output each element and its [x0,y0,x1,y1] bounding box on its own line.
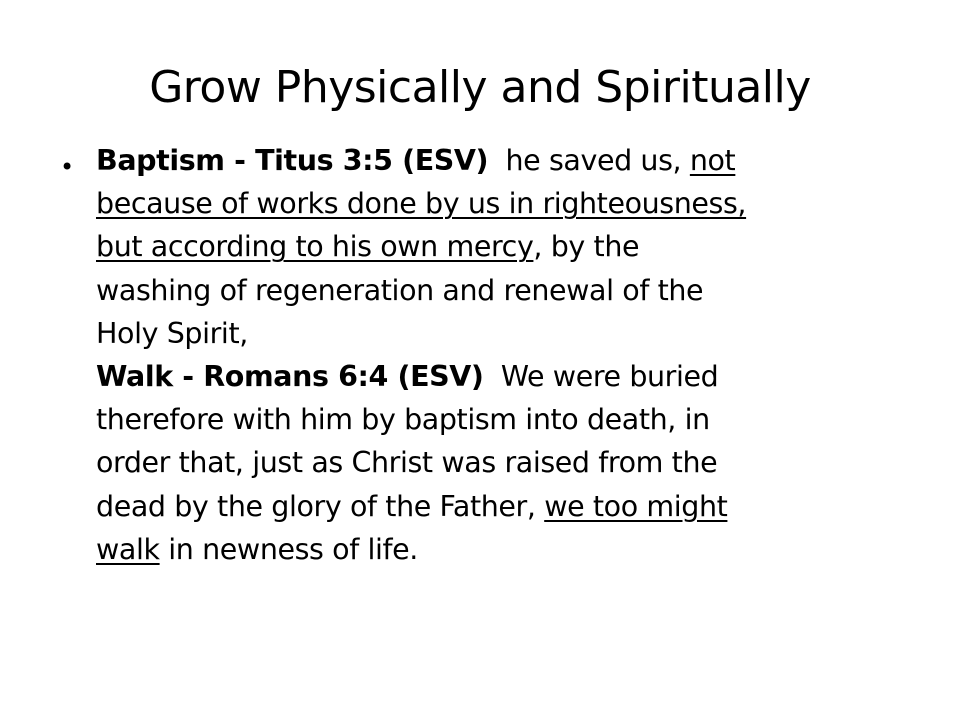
body-text: We were buried [483,360,719,394]
body-text: dead by the glory of the Father, [96,489,545,523]
body-text: he saved us, [488,144,690,177]
bullet-icon: • [60,153,75,181]
slide-title: Grow Physically and Spiritually [149,62,811,113]
body-line [96,269,886,312]
body-text: Holy Spirit, [96,316,248,350]
body-line [96,485,886,528]
body-text: therefore with him by baptism into death, in [96,403,710,437]
body-line [96,355,886,398]
body-line [96,398,886,441]
body-line [96,312,886,355]
scripture-reference: Baptism - Titus 3:5 (ESV) [96,144,489,177]
body-line [96,139,886,182]
scripture-reference: Walk - Romans 6:4 (ESV) [96,360,484,394]
body-line [96,182,886,225]
slide-body [96,139,886,571]
underlined-phrase: we too might [544,489,728,523]
body-text: , by the [533,230,640,264]
underlined-phrase: not [689,144,736,177]
underlined-phrase: because of works done by us in righteousness, [96,187,747,221]
body-text: order that, just as Christ was raised from the [96,446,718,480]
body-line [96,225,886,268]
body-text: in newness of life. [159,532,418,566]
underlined-phrase: but according to his own mercy [96,230,534,264]
body-text: washing of regeneration and renewal of the [96,273,704,307]
body-line [96,528,886,571]
body-line [96,441,886,484]
underlined-phrase: walk [96,532,160,566]
